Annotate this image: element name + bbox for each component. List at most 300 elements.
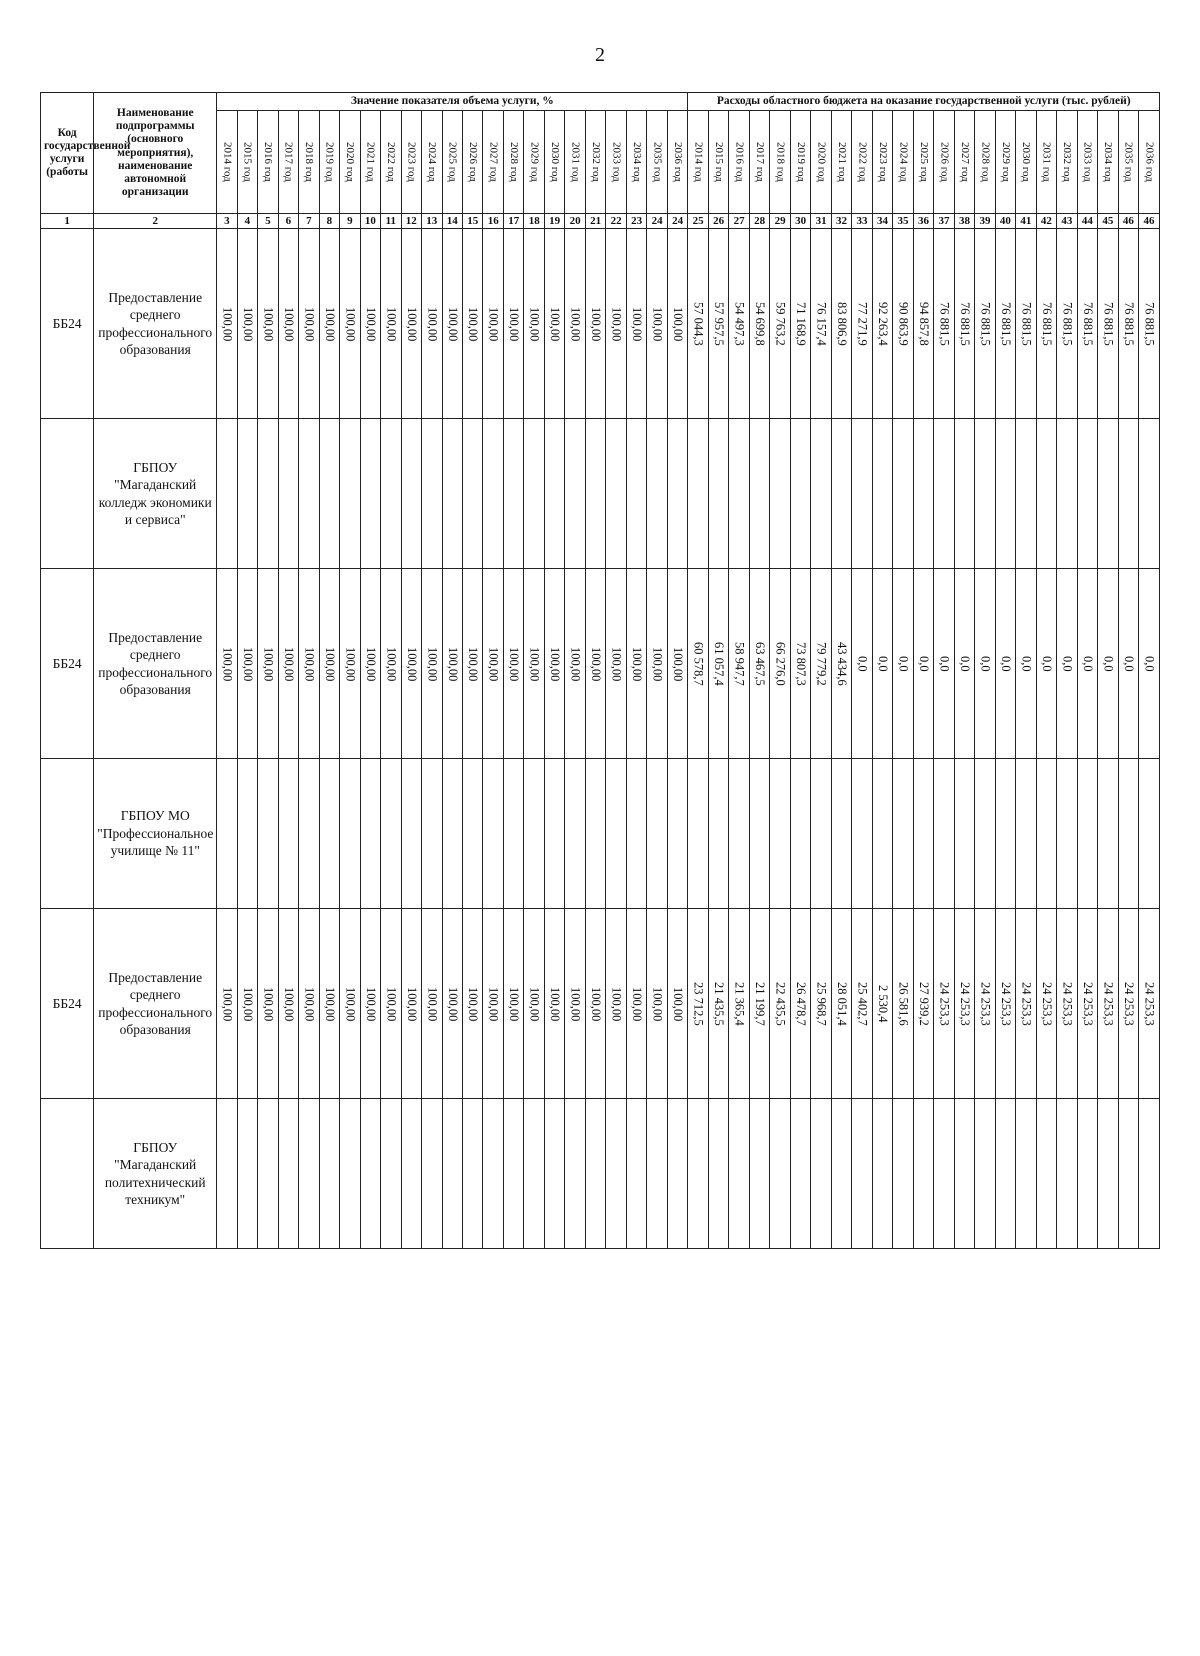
column-number: 27 bbox=[729, 214, 749, 229]
volume-value-cell bbox=[483, 1099, 503, 1249]
expense-value-cell bbox=[1077, 1099, 1097, 1249]
expense-value-cell: 22 435,5 bbox=[770, 909, 790, 1099]
volume-value-cell bbox=[319, 419, 339, 569]
column-number: 13 bbox=[422, 214, 442, 229]
volume-value-cell: 100,00 bbox=[544, 569, 564, 759]
volume-value-cell bbox=[258, 419, 278, 569]
expense-value-cell: 0,0 bbox=[1139, 569, 1160, 759]
year-header-expense: 2026 год bbox=[934, 111, 954, 214]
expense-value-cell bbox=[831, 1099, 851, 1249]
volume-value-cell bbox=[483, 419, 503, 569]
expense-value-cell bbox=[995, 419, 1015, 569]
expense-value-cell: 63 467,5 bbox=[749, 569, 769, 759]
page-number: 2 bbox=[595, 44, 605, 66]
volume-value-cell bbox=[463, 759, 483, 909]
expense-value-cell: 94 857,8 bbox=[913, 229, 933, 419]
expense-value-cell: 76 881,5 bbox=[975, 229, 995, 419]
volume-value-cell: 100,00 bbox=[606, 229, 626, 419]
volume-value-cell bbox=[647, 419, 667, 569]
expense-value-cell bbox=[770, 1099, 790, 1249]
volume-value-cell: 100,00 bbox=[524, 909, 544, 1099]
volume-value-cell bbox=[278, 759, 298, 909]
expense-value-cell: 76 881,5 bbox=[1077, 229, 1097, 419]
year-header-volume: 2032 год bbox=[585, 111, 605, 214]
volume-value-cell: 100,00 bbox=[606, 569, 626, 759]
volume-value-cell: 100,00 bbox=[544, 909, 564, 1099]
expense-value-cell bbox=[852, 419, 872, 569]
column-number: 22 bbox=[606, 214, 626, 229]
volume-value-cell bbox=[278, 419, 298, 569]
table-row bbox=[41, 419, 1160, 569]
volume-value-cell: 100,00 bbox=[585, 569, 605, 759]
volume-value-cell: 100,00 bbox=[524, 569, 544, 759]
expense-value-cell: 24 253,3 bbox=[954, 909, 974, 1099]
year-header-volume: 2028 год bbox=[503, 111, 523, 214]
expense-value-cell bbox=[975, 759, 995, 909]
expense-value-cell bbox=[729, 1099, 749, 1249]
expense-value-cell bbox=[1118, 419, 1138, 569]
expense-value-cell bbox=[954, 759, 974, 909]
expense-value-cell bbox=[1077, 419, 1097, 569]
volume-value-cell bbox=[258, 1099, 278, 1249]
volume-value-cell: 100,00 bbox=[667, 229, 688, 419]
year-header-expense: 2034 год bbox=[1098, 111, 1118, 214]
expense-value-cell bbox=[934, 759, 954, 909]
expense-value-cell bbox=[790, 419, 810, 569]
column-number: 19 bbox=[544, 214, 564, 229]
volume-value-cell bbox=[340, 419, 360, 569]
column-number: 29 bbox=[770, 214, 790, 229]
expense-value-cell bbox=[749, 419, 769, 569]
expense-value-cell bbox=[934, 1099, 954, 1249]
volume-value-cell bbox=[278, 1099, 298, 1249]
volume-value-cell bbox=[667, 1099, 688, 1249]
volume-value-cell: 100,00 bbox=[258, 569, 278, 759]
volume-value-cell bbox=[360, 759, 380, 909]
expense-value-cell: 57 957,5 bbox=[708, 229, 728, 419]
expense-value-cell: 66 276,0 bbox=[770, 569, 790, 759]
expense-value-cell: 79 779,2 bbox=[811, 569, 831, 759]
expense-value-cell: 0,0 bbox=[995, 569, 1015, 759]
expense-value-cell: 0,0 bbox=[975, 569, 995, 759]
volume-value-cell: 100,00 bbox=[585, 909, 605, 1099]
year-header-expense: 2028 год bbox=[975, 111, 995, 214]
volume-value-cell: 100,00 bbox=[667, 569, 688, 759]
volume-value-cell: 100,00 bbox=[299, 909, 319, 1099]
expense-value-cell bbox=[729, 419, 749, 569]
volume-value-cell: 100,00 bbox=[278, 569, 298, 759]
year-header-volume: 2021 год bbox=[360, 111, 380, 214]
expense-value-cell: 76 881,5 bbox=[954, 229, 974, 419]
volume-value-cell bbox=[237, 759, 257, 909]
volume-value-cell bbox=[340, 759, 360, 909]
expense-value-cell bbox=[811, 1099, 831, 1249]
header-code: Код государственной услуги (работы bbox=[41, 93, 94, 214]
expense-value-cell bbox=[995, 1099, 1015, 1249]
volume-value-cell: 100,00 bbox=[565, 909, 585, 1099]
expense-value-cell bbox=[852, 759, 872, 909]
volume-value-cell: 100,00 bbox=[360, 909, 380, 1099]
service-name-cell: Предоставление среднего профессионального образования bbox=[94, 909, 217, 1099]
expense-value-cell bbox=[1118, 759, 1138, 909]
volume-value-cell: 100,00 bbox=[381, 229, 401, 419]
expense-value-cell bbox=[708, 419, 728, 569]
services-table bbox=[40, 92, 1160, 1249]
volume-value-cell: 100,00 bbox=[503, 569, 523, 759]
year-header-expense: 2017 год bbox=[749, 111, 769, 214]
year-header-expense: 2018 год bbox=[770, 111, 790, 214]
year-header-expense: 2016 год bbox=[729, 111, 749, 214]
volume-value-cell: 100,00 bbox=[524, 229, 544, 419]
volume-value-cell: 100,00 bbox=[258, 909, 278, 1099]
expense-value-cell: 24 253,3 bbox=[934, 909, 954, 1099]
year-header-volume: 2031 год bbox=[565, 111, 585, 214]
column-number: 38 bbox=[954, 214, 974, 229]
volume-value-cell: 100,00 bbox=[237, 909, 257, 1099]
expense-value-cell bbox=[1036, 419, 1056, 569]
expense-value-cell bbox=[790, 759, 810, 909]
year-header-volume: 2026 год bbox=[463, 111, 483, 214]
volume-value-cell: 100,00 bbox=[217, 909, 237, 1099]
volume-value-cell bbox=[401, 419, 421, 569]
volume-value-cell: 100,00 bbox=[319, 569, 339, 759]
volume-value-cell: 100,00 bbox=[544, 229, 564, 419]
volume-value-cell: 100,00 bbox=[340, 909, 360, 1099]
expense-value-cell bbox=[893, 1099, 913, 1249]
expense-value-cell: 28 051,4 bbox=[831, 909, 851, 1099]
expense-value-cell: 24 253,3 bbox=[1077, 909, 1097, 1099]
expense-value-cell bbox=[749, 1099, 769, 1249]
expense-value-cell: 90 863,9 bbox=[893, 229, 913, 419]
expense-value-cell: 58 947,7 bbox=[729, 569, 749, 759]
expense-value-cell bbox=[831, 759, 851, 909]
header-expense: Расходы областного бюджета на оказание государственной услуги (тыс. рублей) bbox=[688, 93, 1160, 111]
volume-value-cell bbox=[381, 1099, 401, 1249]
volume-value-cell: 100,00 bbox=[503, 909, 523, 1099]
volume-value-cell: 100,00 bbox=[319, 909, 339, 1099]
volume-value-cell: 100,00 bbox=[647, 569, 667, 759]
column-number: 28 bbox=[749, 214, 769, 229]
expense-value-cell: 83 806,9 bbox=[831, 229, 851, 419]
year-header-volume: 2027 год bbox=[483, 111, 503, 214]
volume-value-cell: 100,00 bbox=[360, 229, 380, 419]
volume-value-cell bbox=[340, 1099, 360, 1249]
expense-value-cell: 92 263,4 bbox=[872, 229, 892, 419]
volume-value-cell bbox=[606, 419, 626, 569]
expense-value-cell: 24 253,3 bbox=[1057, 909, 1077, 1099]
year-header-volume: 2023 год bbox=[401, 111, 421, 214]
column-number: 11 bbox=[381, 214, 401, 229]
expense-value-cell: 0,0 bbox=[1057, 569, 1077, 759]
volume-value-cell bbox=[360, 1099, 380, 1249]
column-number: 16 bbox=[483, 214, 503, 229]
column-number: 20 bbox=[565, 214, 585, 229]
year-header-expense: 2032 год bbox=[1057, 111, 1077, 214]
year-header-expense: 2015 год bbox=[708, 111, 728, 214]
volume-value-cell bbox=[217, 759, 237, 909]
volume-value-cell: 100,00 bbox=[626, 229, 646, 419]
expense-value-cell: 0,0 bbox=[1118, 569, 1138, 759]
expense-value-cell: 76 881,5 bbox=[1036, 229, 1056, 419]
expense-value-cell: 54 699,8 bbox=[749, 229, 769, 419]
expense-value-cell bbox=[872, 1099, 892, 1249]
volume-value-cell: 100,00 bbox=[299, 229, 319, 419]
expense-value-cell bbox=[954, 1099, 974, 1249]
year-header-volume: 2022 год bbox=[381, 111, 401, 214]
service-name-cell: ГБПОУ "Магаданский политехнический техникум" bbox=[94, 1099, 217, 1249]
volume-value-cell bbox=[544, 419, 564, 569]
expense-value-cell bbox=[1036, 1099, 1056, 1249]
volume-value-cell: 100,00 bbox=[483, 569, 503, 759]
volume-value-cell: 100,00 bbox=[463, 229, 483, 419]
volume-value-cell: 100,00 bbox=[217, 229, 237, 419]
volume-value-cell bbox=[503, 759, 523, 909]
year-header-expense: 2027 год bbox=[954, 111, 974, 214]
volume-value-cell bbox=[667, 419, 688, 569]
year-header-volume: 2030 год bbox=[544, 111, 564, 214]
column-number-row bbox=[41, 214, 1160, 229]
expense-value-cell: 0,0 bbox=[872, 569, 892, 759]
volume-value-cell: 100,00 bbox=[442, 569, 462, 759]
column-number: 41 bbox=[1016, 214, 1036, 229]
expense-value-cell: 0,0 bbox=[913, 569, 933, 759]
volume-value-cell: 100,00 bbox=[278, 909, 298, 1099]
expense-value-cell: 0,0 bbox=[893, 569, 913, 759]
volume-value-cell: 100,00 bbox=[422, 909, 442, 1099]
expense-value-cell bbox=[749, 759, 769, 909]
table-body bbox=[41, 229, 1160, 1249]
volume-value-cell bbox=[565, 1099, 585, 1249]
volume-value-cell bbox=[647, 759, 667, 909]
column-number: 45 bbox=[1098, 214, 1118, 229]
column-number: 37 bbox=[934, 214, 954, 229]
expense-value-cell bbox=[811, 759, 831, 909]
year-header-volume: 2029 год bbox=[524, 111, 544, 214]
expense-value-cell bbox=[688, 759, 708, 909]
volume-value-cell: 100,00 bbox=[299, 569, 319, 759]
volume-value-cell bbox=[422, 419, 442, 569]
expense-value-cell bbox=[688, 1099, 708, 1249]
expense-value-cell: 2 530,4 bbox=[872, 909, 892, 1099]
service-name-cell: ГБПОУ МО "Профессиональное училище № 11" bbox=[94, 759, 217, 909]
expense-value-cell: 76 881,5 bbox=[1098, 229, 1118, 419]
volume-value-cell bbox=[299, 419, 319, 569]
expense-value-cell: 76 881,5 bbox=[995, 229, 1015, 419]
expense-value-cell: 24 253,3 bbox=[1016, 909, 1036, 1099]
volume-value-cell: 100,00 bbox=[647, 229, 667, 419]
expense-value-cell: 71 168,9 bbox=[790, 229, 810, 419]
expense-value-cell: 25 402,7 bbox=[852, 909, 872, 1099]
year-header-expense: 2025 год bbox=[913, 111, 933, 214]
year-header-expense: 2030 год bbox=[1016, 111, 1036, 214]
expense-value-cell: 76 881,5 bbox=[934, 229, 954, 419]
volume-value-cell: 100,00 bbox=[278, 229, 298, 419]
year-header-expense: 2029 год bbox=[995, 111, 1015, 214]
volume-value-cell: 100,00 bbox=[585, 229, 605, 419]
volume-value-cell: 100,00 bbox=[463, 569, 483, 759]
table-header bbox=[41, 93, 1160, 229]
year-header-volume: 2036 год bbox=[667, 111, 688, 214]
column-number: 40 bbox=[995, 214, 1015, 229]
volume-value-cell bbox=[360, 419, 380, 569]
document-table-wrapper bbox=[40, 92, 1160, 1249]
expense-value-cell: 76 881,5 bbox=[1016, 229, 1036, 419]
expense-value-cell bbox=[831, 419, 851, 569]
column-number: 4 bbox=[237, 214, 257, 229]
year-header-expense: 2022 год bbox=[852, 111, 872, 214]
expense-value-cell: 26 478,7 bbox=[790, 909, 810, 1099]
header-volume: Значение показателя объема услуги, % bbox=[217, 93, 688, 111]
expense-value-cell: 77 271,9 bbox=[852, 229, 872, 419]
column-number: 24 bbox=[647, 214, 667, 229]
volume-value-cell: 100,00 bbox=[258, 229, 278, 419]
volume-value-cell bbox=[483, 759, 503, 909]
expense-value-cell: 24 253,3 bbox=[995, 909, 1015, 1099]
column-number: 1 bbox=[41, 214, 94, 229]
column-number: 3 bbox=[217, 214, 237, 229]
volume-value-cell bbox=[463, 1099, 483, 1249]
volume-value-cell bbox=[606, 759, 626, 909]
volume-value-cell: 100,00 bbox=[340, 229, 360, 419]
expense-value-cell bbox=[872, 759, 892, 909]
year-header-expense: 2031 год bbox=[1036, 111, 1056, 214]
expense-value-cell: 60 578,7 bbox=[688, 569, 708, 759]
volume-value-cell bbox=[585, 419, 605, 569]
expense-value-cell bbox=[1118, 1099, 1138, 1249]
year-header-volume: 2014 год bbox=[217, 111, 237, 214]
expense-value-cell: 27 939,2 bbox=[913, 909, 933, 1099]
column-number: 39 bbox=[975, 214, 995, 229]
service-code-cell bbox=[41, 759, 94, 909]
column-number: 8 bbox=[319, 214, 339, 229]
volume-value-cell bbox=[237, 1099, 257, 1249]
volume-value-cell bbox=[503, 1099, 523, 1249]
expense-value-cell bbox=[790, 1099, 810, 1249]
volume-value-cell bbox=[401, 1099, 421, 1249]
year-header-expense: 2019 год bbox=[790, 111, 810, 214]
volume-value-cell: 100,00 bbox=[442, 909, 462, 1099]
expense-value-cell: 25 968,7 bbox=[811, 909, 831, 1099]
volume-value-cell bbox=[606, 1099, 626, 1249]
expense-value-cell bbox=[1036, 759, 1056, 909]
volume-value-cell: 100,00 bbox=[381, 569, 401, 759]
volume-value-cell: 100,00 bbox=[422, 229, 442, 419]
service-code-cell bbox=[41, 419, 94, 569]
expense-value-cell bbox=[893, 759, 913, 909]
volume-value-cell bbox=[401, 759, 421, 909]
service-code-cell: ББ24 bbox=[41, 909, 94, 1099]
column-number: 34 bbox=[872, 214, 892, 229]
volume-value-cell bbox=[381, 419, 401, 569]
volume-value-cell: 100,00 bbox=[667, 909, 688, 1099]
expense-value-cell bbox=[688, 419, 708, 569]
volume-value-cell bbox=[299, 759, 319, 909]
volume-value-cell bbox=[544, 1099, 564, 1249]
expense-value-cell: 21 435,5 bbox=[708, 909, 728, 1099]
expense-value-cell: 0,0 bbox=[852, 569, 872, 759]
expense-value-cell bbox=[1098, 419, 1118, 569]
year-header-volume: 2033 год bbox=[606, 111, 626, 214]
expense-value-cell: 76 881,5 bbox=[1057, 229, 1077, 419]
volume-value-cell bbox=[319, 759, 339, 909]
volume-value-cell: 100,00 bbox=[237, 229, 257, 419]
volume-value-cell bbox=[237, 419, 257, 569]
volume-value-cell bbox=[565, 419, 585, 569]
column-number: 6 bbox=[278, 214, 298, 229]
volume-value-cell bbox=[626, 1099, 646, 1249]
year-header-expense: 2014 год bbox=[688, 111, 708, 214]
expense-value-cell bbox=[1139, 419, 1160, 569]
year-header-volume: 2017 год bbox=[278, 111, 298, 214]
column-number: 26 bbox=[708, 214, 728, 229]
column-number: 12 bbox=[401, 214, 421, 229]
year-header-expense: 2021 год bbox=[831, 111, 851, 214]
expense-value-cell bbox=[1057, 759, 1077, 909]
expense-value-cell: 0,0 bbox=[1036, 569, 1056, 759]
table-row bbox=[41, 229, 1160, 419]
volume-value-cell: 100,00 bbox=[237, 569, 257, 759]
column-number: 21 bbox=[585, 214, 605, 229]
volume-value-cell: 100,00 bbox=[626, 909, 646, 1099]
expense-value-cell: 26 581,6 bbox=[893, 909, 913, 1099]
column-number: 2 bbox=[94, 214, 217, 229]
volume-value-cell bbox=[667, 759, 688, 909]
expense-value-cell bbox=[770, 759, 790, 909]
volume-value-cell bbox=[442, 1099, 462, 1249]
service-name-cell: ГБПОУ "Магаданский колледж экономики и сервиса" bbox=[94, 419, 217, 569]
volume-value-cell bbox=[626, 419, 646, 569]
year-header-expense: 2020 год bbox=[811, 111, 831, 214]
volume-value-cell bbox=[626, 759, 646, 909]
expense-value-cell bbox=[975, 1099, 995, 1249]
expense-value-cell: 76 157,4 bbox=[811, 229, 831, 419]
volume-value-cell bbox=[585, 1099, 605, 1249]
expense-value-cell: 24 253,3 bbox=[1139, 909, 1160, 1099]
expense-value-cell: 0,0 bbox=[1098, 569, 1118, 759]
column-number: 23 bbox=[626, 214, 646, 229]
volume-value-cell bbox=[299, 1099, 319, 1249]
table-row bbox=[41, 1099, 1160, 1249]
expense-value-cell: 24 253,3 bbox=[1036, 909, 1056, 1099]
column-number: 32 bbox=[831, 214, 851, 229]
volume-value-cell bbox=[565, 759, 585, 909]
expense-value-cell: 21 365,4 bbox=[729, 909, 749, 1099]
expense-value-cell bbox=[954, 419, 974, 569]
expense-value-cell bbox=[913, 1099, 933, 1249]
volume-value-cell bbox=[524, 759, 544, 909]
expense-value-cell: 76 881,5 bbox=[1118, 229, 1138, 419]
expense-value-cell bbox=[934, 419, 954, 569]
expense-value-cell: 43 434,6 bbox=[831, 569, 851, 759]
year-header-expense: 2024 год bbox=[893, 111, 913, 214]
expense-value-cell bbox=[1016, 1099, 1036, 1249]
column-number: 24 bbox=[667, 214, 688, 229]
expense-value-cell bbox=[852, 1099, 872, 1249]
expense-value-cell bbox=[975, 419, 995, 569]
volume-value-cell: 100,00 bbox=[647, 909, 667, 1099]
column-number: 46 bbox=[1139, 214, 1160, 229]
expense-value-cell bbox=[729, 759, 749, 909]
expense-value-cell bbox=[1016, 419, 1036, 569]
volume-value-cell bbox=[422, 759, 442, 909]
expense-value-cell: 76 881,5 bbox=[1139, 229, 1160, 419]
volume-value-cell: 100,00 bbox=[381, 909, 401, 1099]
service-code-cell: ББ24 bbox=[41, 569, 94, 759]
expense-value-cell bbox=[1098, 1099, 1118, 1249]
column-number: 43 bbox=[1057, 214, 1077, 229]
expense-value-cell bbox=[1016, 759, 1036, 909]
table-row bbox=[41, 569, 1160, 759]
